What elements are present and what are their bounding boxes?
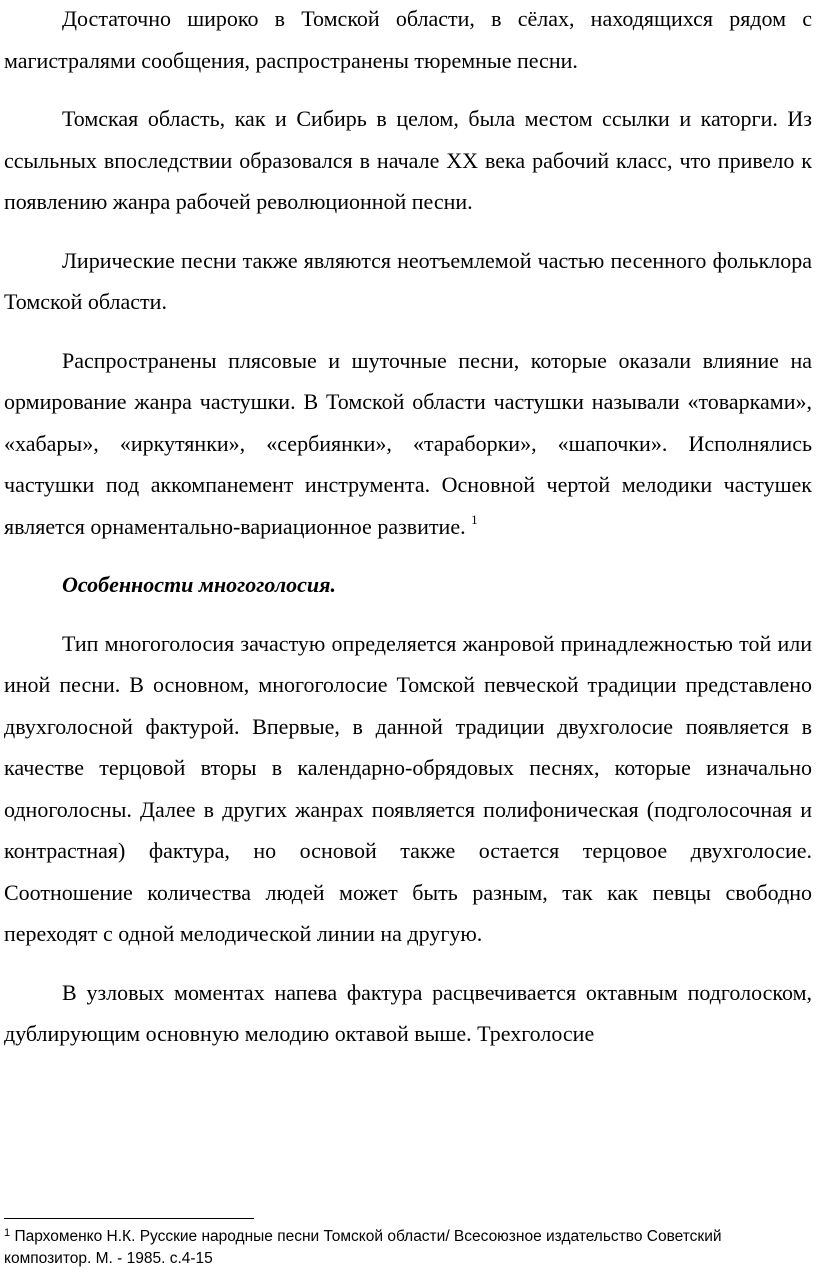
paragraph-exile-revolutionary-songs: Томская область, как и Сибирь в целом, была местом ссылки и каторги. Из ссыльных впоследствии образовался в начале XX века рабочий класс, что привело к появлению жанра рабочей революционной песни.	[4, 106, 812, 214]
section-heading-polyphony: Особенности многоголосия.	[62, 572, 336, 597]
footnote	[4, 1226, 794, 1270]
paragraph-polyphony-type: Тип многоголосия зачастую определяется жанровой принадлежностью той или иной песни. В основном, многоголосие Томской певческой традиции представлено двухголосной фактурой. Впервые, в данной традиции двухголосие появляется в качестве терцовой вторы в календарно-обрядовых песнях, которые изначально одноголосны. Далее в других жанрах появляется полифоническая (подголосочная и контрастная) фактура, но основой также остается терцовое двухголосие. Соотношение количества людей может быть разным, так как певцы свободно переходят с одной мелодической линии на другую.	[4, 630, 812, 946]
paragraph-octave-subvoice: В узловых моментах напева фактура расцвечивается октавным подголоском, дублирующим основную мелодию октавой выше. Трехголосие	[4, 979, 812, 1046]
paragraph-chastushki-text: Распространены плясовые и шуточные песни, которые оказали влияние на ормирование жанра частушки. В Томской области частушки называли «товарками», «хабары», «иркутянки», «сербиянки», «тараборки», «шапочки». Исполнялись частушки под аккомпанемент инструмента. Основной чертой мелодики частушек является орнаментально-вариационное развитие.	[4, 347, 812, 539]
footnote-number: 1	[4, 1227, 11, 1239]
footnote-separator	[4, 1218, 254, 1219]
footnote-reference-1[interactable]: 1	[471, 511, 478, 527]
paragraph-prison-songs: Достаточно широко в Томской области, в сёлах, находящихся рядом с магистралями сообщения, распространены тюремные песни.	[4, 6, 812, 73]
footnote-text: Пархоменко Н.К. Русские народные песни Томской области/ Всесоюзное издательство Советский композитор. М. - 1985. с.4-15	[4, 1228, 722, 1267]
paragraph-lyrical-songs: Лирические песни также являются неотъемлемой частью песенного фольклора Томской области.	[4, 247, 812, 314]
paragraph-chastushki	[4, 340, 812, 548]
